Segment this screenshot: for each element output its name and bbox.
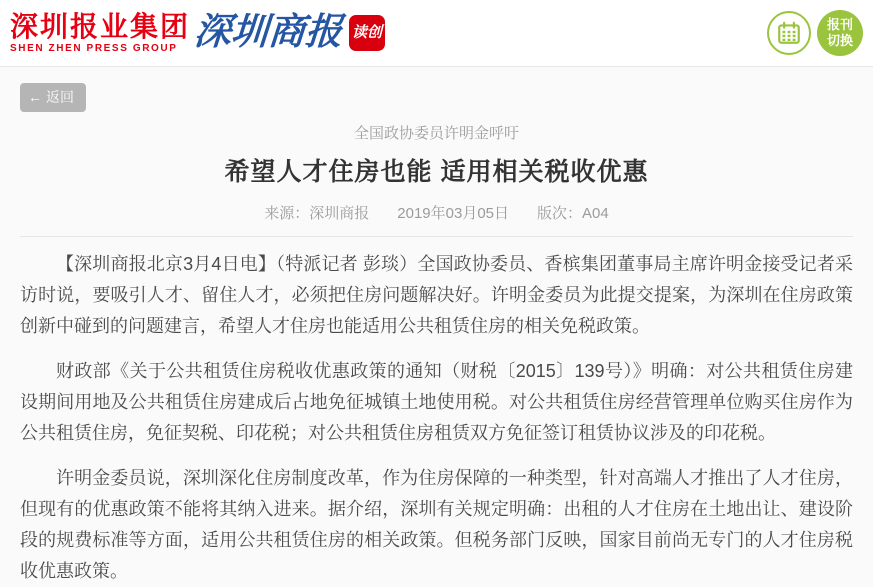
article-paragraph: 【深圳商报北京3月4日电】（特派记者 彭琰）全国政协委员、香槟集团董事局主席许明金接受记者采访时说，要吸引人才、留住人才，必须把住房问题解决好。许明金委员为此提交提案，为深圳在住房政策创新中碰到的问题建言，希望人才住房也能适用公共租赁住房的相关免税政策。 — [20, 254, 853, 336]
press-group-name-en: SHEN ZHEN PRESS GROUP — [10, 43, 178, 55]
paper-name-logo: 深圳商报 — [192, 12, 344, 54]
article-date: 2019年03月05日 — [397, 205, 510, 222]
article-page — [0, 67, 873, 587]
paper-switch-button[interactable] — [817, 10, 863, 56]
duchuang-badge: 读创 — [349, 15, 385, 51]
article-meta — [0, 202, 873, 223]
calendar-button[interactable] — [767, 11, 811, 55]
article-source: 来源：深圳商报 — [264, 205, 370, 222]
article-kicker: 全国政协委员许明金呼吁 — [353, 125, 519, 142]
article-body — [20, 237, 853, 587]
article-title: 希望人才住房也能 适用相关税收优惠 — [224, 158, 649, 186]
article-header — [0, 122, 873, 237]
press-group-name: 深圳报业集团 — [10, 10, 191, 42]
back-button[interactable] — [20, 83, 86, 112]
paper-switch-label-line1: 报刊 — [826, 17, 853, 33]
article-edition: 版次：A04 — [537, 205, 609, 222]
paper-switch-label-line2: 切换 — [826, 33, 853, 48]
back-button-label: 返回 — [46, 89, 74, 105]
press-group-logo — [10, 12, 190, 54]
brand-logo[interactable] — [10, 12, 385, 54]
header-actions — [767, 10, 863, 56]
site-header — [0, 0, 873, 67]
back-arrow-icon: ← — [28, 89, 42, 105]
calendar-icon — [776, 20, 802, 46]
article-paragraph: 许明金委员说，深圳深化住房制度改革，作为住房保障的一种类型，针对高端人才推出了人才住房，但现有的优惠政策不能将其纳入进来。据介绍，深圳有关规定明确：出租的人才住房在土地出让、建设阶段的规费标准等方面，适用公共租赁住房的相关政策。但税务部门反映，国家目前尚无专门的人才住房税收优惠政策。 — [20, 468, 853, 581]
article-paragraph: 财政部《关于公共租赁住房税收优惠政策的通知（财税〔2015〕139号）》明确：对公共租赁住房建设期间用地及公共租赁住房建成后占地免征城镇土地使用税。对公共租赁住房经营管理单位购买住房作为公共租赁住房，免征契税、印花税；对公共租赁住房租赁双方免征签订租赁协议涉及的印花税。 — [20, 361, 853, 443]
